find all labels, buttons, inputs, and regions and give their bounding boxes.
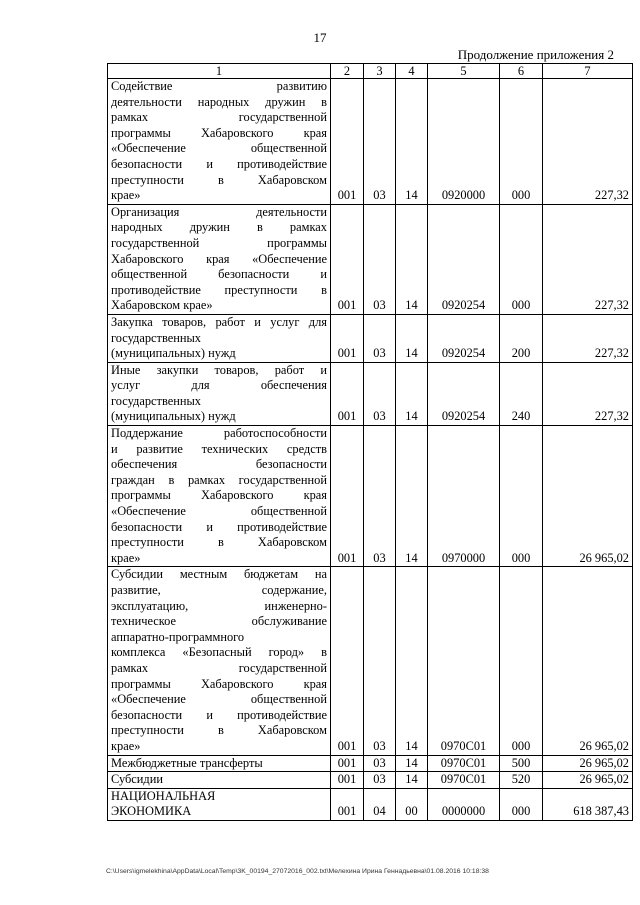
table-row: [108, 788, 633, 820]
row-name-line: Субсидии местным бюджетам на: [111, 567, 327, 582]
amount-cell: 26 965,02: [543, 567, 633, 755]
row-name-line: развитие, содержание,: [111, 583, 327, 597]
code-target-cell: 0920000: [428, 79, 500, 205]
amount-cell: 26 965,02: [543, 426, 633, 567]
row-name-line: Субсидии: [111, 772, 163, 787]
row-name-line: безопасности и противодействие: [111, 707, 327, 722]
code-admin-cell: 001: [331, 204, 364, 314]
code-subsection-cell: 00: [396, 788, 428, 820]
row-name-line: рамках государственной: [111, 110, 327, 125]
row-name-line: программы Хабаровского края: [111, 488, 327, 503]
row-name-line: комплекса «Безопасный город» в: [111, 645, 327, 660]
header-cell: 2: [331, 64, 364, 79]
amount-cell: 26 965,02: [543, 755, 633, 772]
row-name-line: ЭКОНОМИКА: [111, 804, 192, 819]
row-name-line: безопасности и противодействие: [111, 156, 327, 171]
row-name-line: Организация деятельности: [111, 204, 327, 219]
code-admin-cell: 001: [331, 79, 364, 205]
row-name-line: общественной безопасности и: [111, 267, 327, 282]
header-row: [108, 64, 633, 79]
code-subsection-cell: 14: [396, 755, 428, 772]
code-section-cell: 03: [364, 755, 396, 772]
budget-table: [107, 63, 633, 821]
row-name-cell: [108, 772, 331, 789]
row-name-line: (муниципальных) нужд: [111, 346, 236, 361]
code-admin-cell: 001: [331, 772, 364, 789]
code-target-cell: 0970С01: [428, 772, 500, 789]
row-name-line: противодействие преступности в: [111, 282, 327, 297]
row-name-line: (муниципальных) нужд: [111, 409, 236, 424]
row-name-line: обеспечения безопасности: [111, 457, 327, 472]
row-name-line: преступности в Хабаровском: [111, 172, 327, 187]
continuation-label: Продолжение приложения 2: [457, 47, 614, 62]
table-row: [108, 755, 633, 772]
code-admin-cell: 001: [331, 788, 364, 820]
row-name-line: государственных: [111, 330, 202, 345]
header-cell: 5: [428, 64, 500, 79]
code-subsection-cell: 14: [396, 567, 428, 755]
header-cell: 6: [500, 64, 543, 79]
row-name-line: программы Хабаровского края: [111, 125, 327, 140]
code-subsection-cell: 14: [396, 426, 428, 567]
row-name-line: эксплуатацию, инженерно-: [111, 598, 327, 613]
code-section-cell: 03: [364, 567, 396, 755]
page-number: 17: [313, 30, 327, 45]
code-expense-type-cell: 520: [500, 772, 543, 789]
row-name-line: рамках государственной: [111, 660, 327, 675]
row-name-line: Закупка товаров, работ и услуг для: [111, 314, 327, 329]
code-target-cell: 0000000: [428, 788, 500, 820]
row-name-line: «Обеспечение общественной: [111, 141, 327, 156]
code-section-cell: 04: [364, 788, 396, 820]
row-name-cell: [108, 362, 331, 425]
code-subsection-cell: 14: [396, 772, 428, 789]
footer-file-path: C:\Users\igmelekhina\AppData\Local\Temp\3K_00194_27072016_002.txt\Мелехина Ирина Геннадьевна\01.08.2016 10:18:38: [106, 868, 489, 875]
table-row: [108, 314, 633, 362]
row-name-line: аппаратно-программного: [111, 629, 245, 644]
row-name-line: крае»: [111, 738, 141, 753]
code-admin-cell: 001: [331, 362, 364, 425]
code-expense-type-cell: 000: [500, 79, 543, 205]
row-name-line: крае»: [111, 550, 141, 565]
table-row: [108, 772, 633, 789]
row-name-line: Содействие развитию: [111, 79, 327, 93]
row-name-line: преступности в Хабаровском: [111, 535, 327, 550]
header-cell: 4: [396, 64, 428, 79]
code-section-cell: 03: [364, 204, 396, 314]
row-name-line: «Обеспечение общественной: [111, 504, 327, 519]
row-name-line: НАЦИОНАЛЬНАЯ: [111, 788, 216, 803]
code-target-cell: 0920254: [428, 204, 500, 314]
code-section-cell: 03: [364, 362, 396, 425]
table-row: [108, 567, 633, 755]
code-subsection-cell: 14: [396, 314, 428, 362]
row-name-line: преступности в Хабаровском: [111, 723, 327, 738]
table-row: [108, 204, 633, 314]
row-name-line: Межбюджетные трансферты: [111, 755, 263, 770]
code-expense-type-cell: 000: [500, 426, 543, 567]
row-name-cell: [108, 567, 331, 755]
row-name-line: Хабаровского края «Обеспечение: [111, 251, 327, 266]
code-subsection-cell: 14: [396, 362, 428, 425]
header-cell: 1: [108, 64, 331, 79]
code-section-cell: 03: [364, 426, 396, 567]
code-target-cell: 0970000: [428, 426, 500, 567]
row-name-line: Иные закупки товаров, работ и: [111, 362, 327, 377]
row-name-cell: [108, 426, 331, 567]
code-expense-type-cell: 000: [500, 788, 543, 820]
row-name-line: Хабаровском крае»: [111, 298, 213, 313]
code-expense-type-cell: 200: [500, 314, 543, 362]
row-name-cell: [108, 79, 331, 205]
amount-cell: 26 965,02: [543, 772, 633, 789]
row-name-line: деятельности народных дружин в: [111, 94, 327, 109]
row-name-line: услуг для обеспечения: [111, 378, 327, 393]
row-name-line: крае»: [111, 188, 141, 203]
code-subsection-cell: 14: [396, 204, 428, 314]
table-body: [108, 79, 633, 821]
amount-cell: 227,32: [543, 79, 633, 205]
row-name-line: граждан в рамках государственной: [111, 472, 327, 487]
code-expense-type-cell: 500: [500, 755, 543, 772]
code-target-cell: 0970С01: [428, 567, 500, 755]
row-name-cell: [108, 314, 331, 362]
amount-cell: 618 387,43: [543, 788, 633, 820]
table-row: [108, 362, 633, 425]
row-name-line: и развитие технических средств: [111, 441, 327, 456]
row-name-line: техническое обслуживание: [111, 614, 327, 629]
row-name-cell: [108, 204, 331, 314]
code-section-cell: 03: [364, 314, 396, 362]
code-expense-type-cell: 000: [500, 567, 543, 755]
code-admin-cell: 001: [331, 314, 364, 362]
row-name-cell: [108, 755, 331, 772]
code-target-cell: 0920254: [428, 362, 500, 425]
row-name-cell: [108, 788, 331, 820]
code-target-cell: 0920254: [428, 314, 500, 362]
row-name-line: государственной программы: [111, 235, 327, 250]
header-cell: 7: [543, 64, 633, 79]
code-section-cell: 03: [364, 79, 396, 205]
code-expense-type-cell: 000: [500, 204, 543, 314]
code-subsection-cell: 14: [396, 79, 428, 205]
code-expense-type-cell: 240: [500, 362, 543, 425]
row-name-line: государственных: [111, 393, 202, 408]
row-name-line: программы Хабаровского края: [111, 676, 327, 691]
table-row: [108, 426, 633, 567]
code-section-cell: 03: [364, 772, 396, 789]
row-name-line: народных дружин в рамках: [111, 220, 327, 235]
code-admin-cell: 001: [331, 426, 364, 567]
amount-cell: 227,32: [543, 204, 633, 314]
header-cell: 3: [364, 64, 396, 79]
row-name-line: «Обеспечение общественной: [111, 692, 327, 707]
amount-cell: 227,32: [543, 314, 633, 362]
code-admin-cell: 001: [331, 567, 364, 755]
code-admin-cell: 001: [331, 755, 364, 772]
amount-cell: 227,32: [543, 362, 633, 425]
row-name-line: безопасности и противодействие: [111, 519, 327, 534]
code-target-cell: 0970С01: [428, 755, 500, 772]
row-name-line: Поддержание работоспособности: [111, 426, 327, 441]
table-row: [108, 79, 633, 205]
